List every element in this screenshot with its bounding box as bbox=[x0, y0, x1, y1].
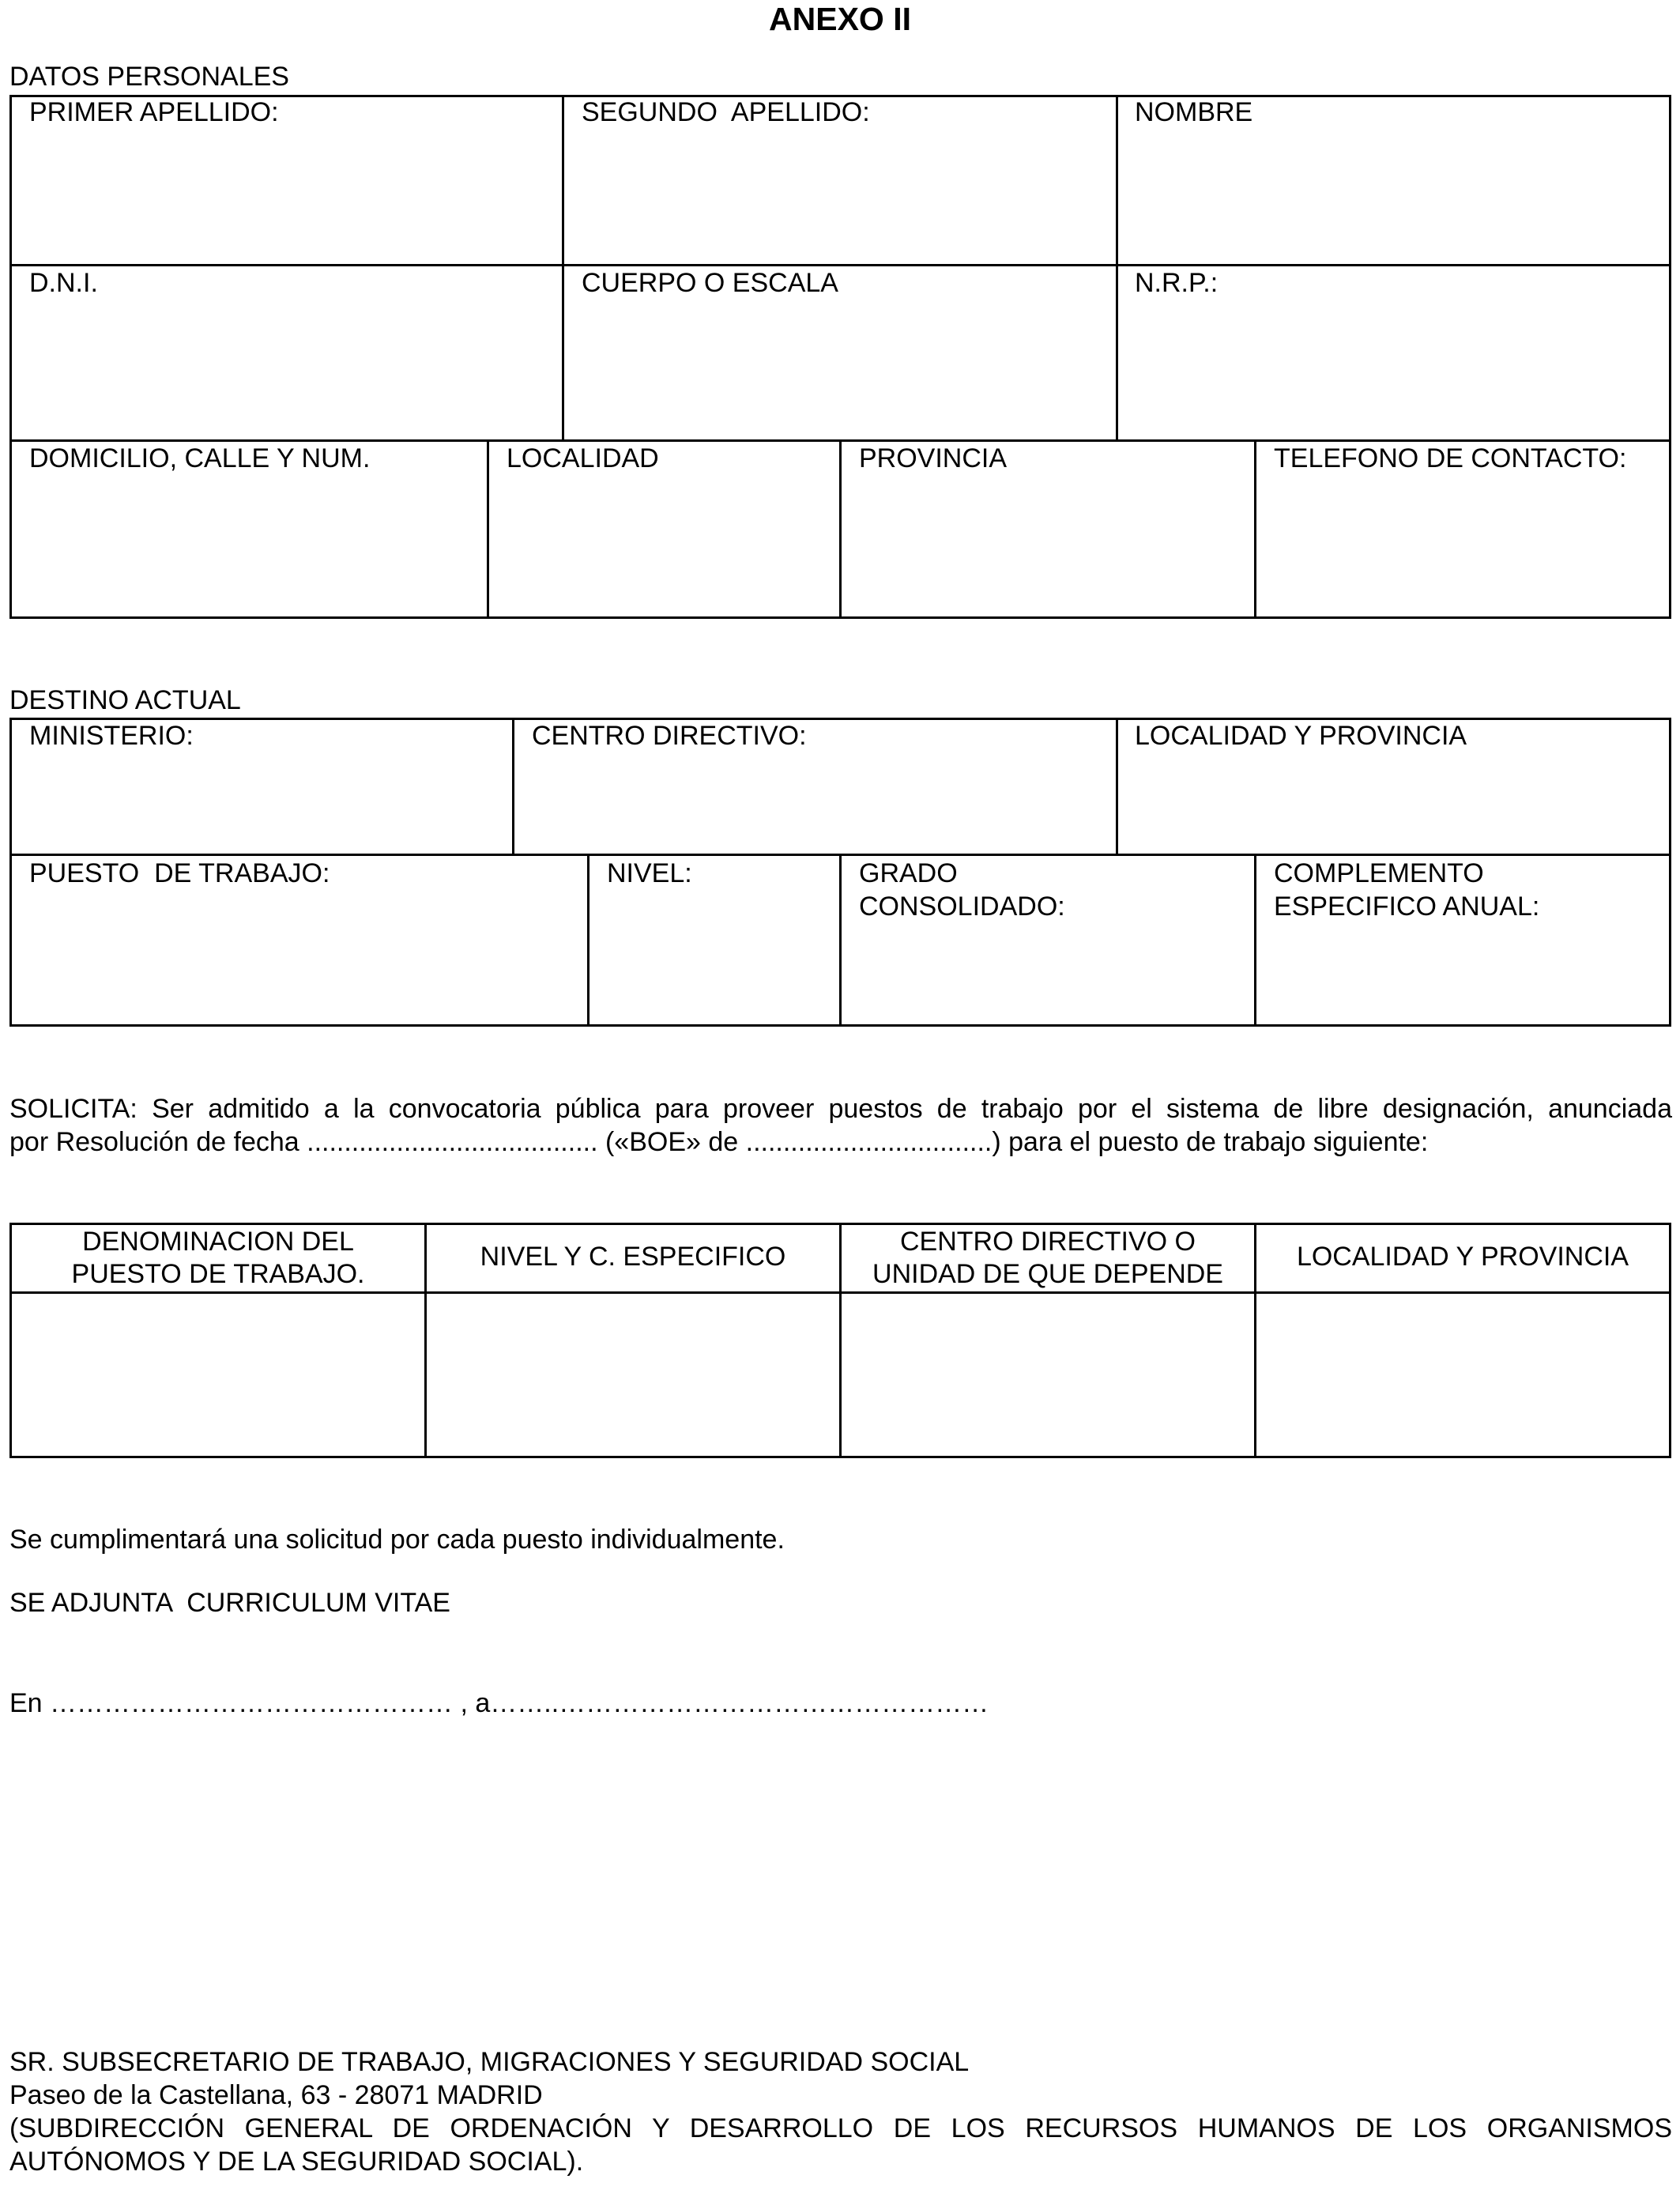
adjunta-note: SE ADJUNTA CURRICULUM VITAE bbox=[9, 1588, 450, 1618]
puesto-denominacion-input[interactable] bbox=[12, 1294, 424, 1456]
nrp-field[interactable]: N.R.P.: bbox=[1135, 268, 1219, 298]
provincia-field[interactable]: PROVINCIA bbox=[859, 443, 1008, 473]
dni-field[interactable]: D.N.I. bbox=[29, 268, 98, 298]
primer-apellido-field[interactable]: PRIMER APELLIDO: bbox=[29, 97, 279, 127]
footer-addressee: SR. SUBSECRETARIO DE TRABAJO, MIGRACIONES Y SEGURIDAD SOCIAL bbox=[9, 2047, 970, 2077]
segundo-apellido-field[interactable]: SEGUNDO APELLIDO: bbox=[582, 97, 870, 127]
cuerpo-escala-field[interactable]: CUERPO O ESCALA bbox=[582, 268, 838, 298]
footer-subdireccion-1: (SUBDIRECCIÓN GENERAL DE ORDENACIÓN Y DESARROLLO DE LOS RECURSOS HUMANOS DE LOS ORGANISMOS bbox=[9, 2113, 1672, 2143]
puesto-trabajo-field[interactable]: PUESTO DE TRABAJO: bbox=[29, 858, 330, 888]
nombre-field[interactable]: NOMBRE bbox=[1135, 97, 1253, 127]
grado-consolidado-label-2[interactable]: CONSOLIDADO: bbox=[859, 892, 1065, 922]
table-header-centro: CENTRO DIRECTIVO O UNIDAD DE QUE DEPENDE bbox=[872, 1227, 1223, 1289]
localidad-provincia-field[interactable]: LOCALIDAD Y PROVINCIA bbox=[1135, 721, 1467, 751]
footer-address: Paseo de la Castellana, 63 - 28071 MADRID bbox=[9, 2080, 543, 2110]
complemento-label-1[interactable]: COMPLEMENTO bbox=[1274, 858, 1484, 888]
grado-consolidado-label-1[interactable]: GRADO bbox=[859, 858, 958, 888]
domicilio-field[interactable]: DOMICILIO, CALLE Y NUM. bbox=[29, 443, 371, 473]
table-header-denominacion: DENOMINACION DEL PUESTO DE TRABAJO. bbox=[71, 1227, 365, 1289]
table-header-localidad: LOCALIDAD Y PROVINCIA bbox=[1296, 1242, 1629, 1272]
datos-personales-heading: DATOS PERSONALES bbox=[9, 62, 289, 92]
destino-actual-heading: DESTINO ACTUAL bbox=[9, 685, 241, 715]
solicita-line-2: por Resolución de fecha ....................................... («BOE» de .................................) para el puesto de trabajo siguiente: bbox=[9, 1127, 1429, 1157]
solicita-line-1: SOLICITA: Ser admitido a la convocatoria pública para proveer puestos de trabajo por el sistema de libre designación, anunciada bbox=[9, 1094, 1672, 1124]
complemento-label-2[interactable]: ESPECIFICO ANUAL: bbox=[1274, 892, 1540, 922]
nivel-field[interactable]: NIVEL: bbox=[607, 858, 692, 888]
page-title: ANEXO II bbox=[769, 1, 911, 37]
localidad-field[interactable]: LOCALIDAD bbox=[507, 443, 659, 473]
centro-directivo-field[interactable]: CENTRO DIRECTIVO: bbox=[532, 721, 807, 751]
footer-subdireccion-2: AUTÓNOMOS Y DE LA SEGURIDAD SOCIAL). bbox=[9, 2147, 584, 2177]
puesto-localidad-input[interactable] bbox=[1256, 1294, 1669, 1456]
lugar-fecha-line[interactable]: En ……………………………………… , a……..………………………………………… bbox=[9, 1688, 989, 1718]
individual-note: Se cumplimentará una solicitud por cada puesto individualmente. bbox=[9, 1525, 785, 1555]
ministerio-field[interactable]: MINISTERIO: bbox=[29, 721, 194, 751]
puesto-nivel-input[interactable] bbox=[427, 1294, 839, 1456]
table-header-nivel: NIVEL Y C. ESPECIFICO bbox=[480, 1242, 786, 1272]
telefono-field[interactable]: TELEFONO DE CONTACTO: bbox=[1274, 443, 1627, 473]
puesto-centro-input[interactable] bbox=[842, 1294, 1254, 1456]
